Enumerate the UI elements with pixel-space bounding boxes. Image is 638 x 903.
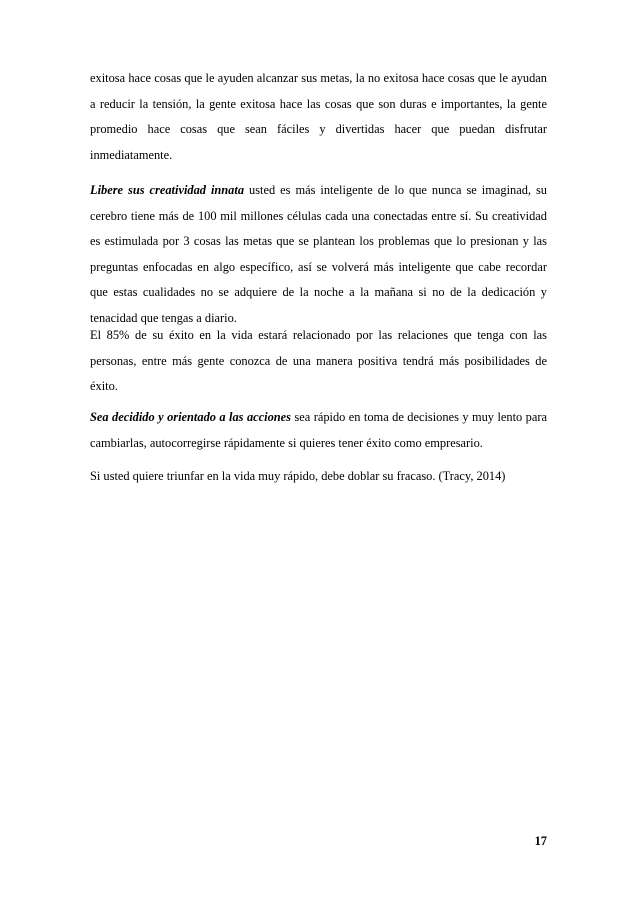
paragraph-3-text: El 85% de su éxito en la vida estará relacionado por las relaciones que tenga con las personas, entre más gente conozca de una manera positiva tendrá más posibilidades de éxito.	[90, 328, 547, 393]
paragraph-5	[90, 464, 547, 490]
page-number: 17	[534, 834, 547, 848]
paragraph-4	[90, 405, 547, 456]
paragraph-2	[90, 178, 547, 331]
paragraph-4-heading: Sea decidido y orientado a las acciones	[90, 410, 291, 424]
paragraph-2-heading: Libere sus creatividad innata	[90, 183, 245, 197]
paragraph-1	[90, 66, 547, 168]
paragraph-2-text: usted es más inteligente de lo que nunca se imaginad, su cerebro tiene más de 100 mil millones células cada una conectadas entre sí. Su creatividad es estimulada por 3 cosas las metas que se plantean los problemas que lo presionan y las preguntas enfocadas en algo específico, así se volverá más inteligente que cabe recordar que estas cualidades no se adquiere de la noche a la mañana si no de la dedicación y tenacidad que tengas a diario.	[90, 183, 547, 325]
paragraph-4-text: sea rápido en toma de decisiones y muy lento para cambiarlas, autocorregirse rápidamente si quieres tener éxito como empresario.	[90, 410, 547, 450]
paragraph-3	[90, 323, 547, 400]
paragraph-5-text: Si usted quiere triunfar en la vida muy rápido, debe doblar su fracaso. (Tracy, 2014)	[90, 469, 506, 483]
paragraph-1-text: exitosa hace cosas que le ayuden alcanzar sus metas, la no exitosa hace cosas que le ayudan a reducir la tensión, la gente exitosa hace las cosas que son duras e importantes, la gente promedio hace cosas que sean fáciles y divertidas hacer que puedan disfrutar inmediatamente.	[90, 71, 547, 162]
